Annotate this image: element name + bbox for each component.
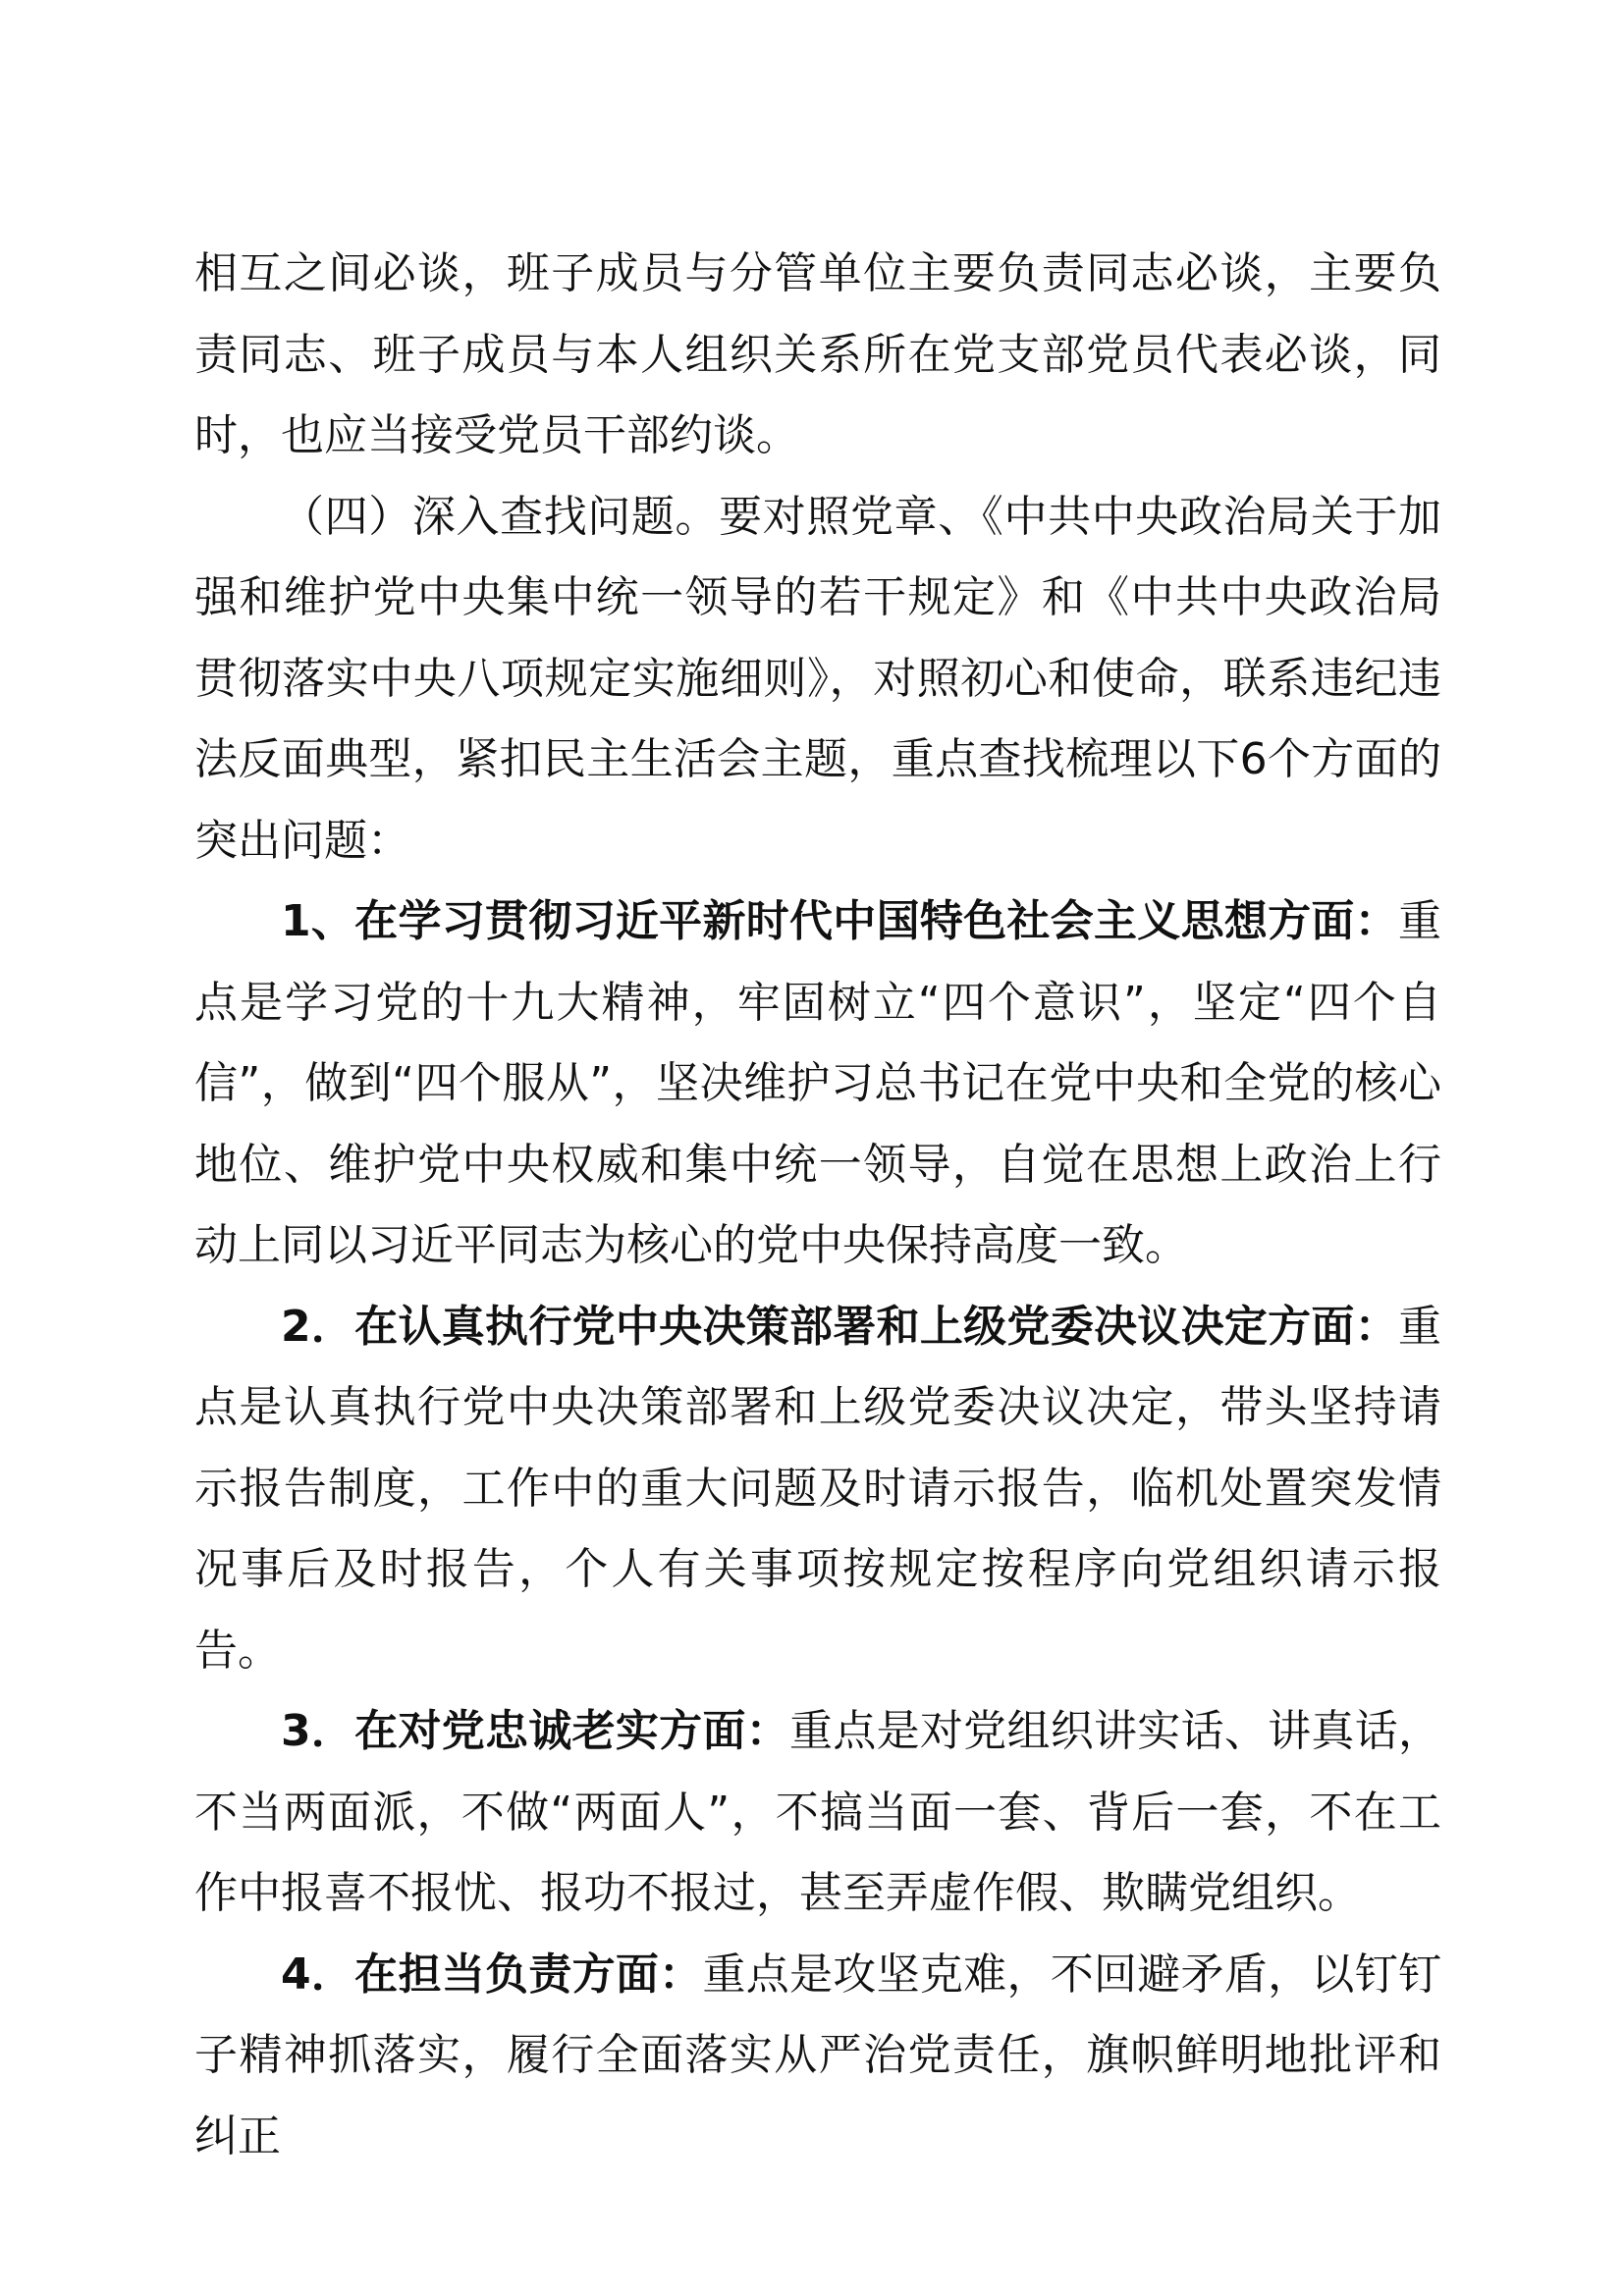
item-heading: 4．在担当负责方面： [281,1949,703,2000]
item-heading: 1、在学习贯彻习近平新时代中国特色社会主义思想方面： [281,896,1398,946]
paragraph-find-problems [194,477,1441,882]
document-page [194,234,1441,2177]
paragraph-text: 重点是认真执行党中央决策部署和上级党委决议决定，带头坚持请示报告制度，工作中的重大问题及时请示报告，临机处置突发情况事后及时报告，个人有关事项按规定按程序向党组织请示报告。 [194,1301,1441,1676]
item-heading: 3．在对党忠诚老实方面： [281,1706,790,1756]
paragraph-text: 重点是攻坚克难，不回避矛盾，以钉钉子精神抓落实，履行全面落实从严治党责任，旗帜鲜明地批评和纠正 [194,1949,1441,2162]
paragraph-talks-continuation [194,234,1441,477]
paragraph-text: 重点是学习党的十九大精神，牢固树立“四个意识”，坚定“四个自信”，做到“四个服从”，坚决维护习总书记在党中央和全党的核心地位、维护党中央权威和集中统一领导，自觉在思想上政治上行动上同以习近平同志为核心的党中央保持高度一致。 [194,896,1441,1270]
paragraph-text: 重点是对党组织讲实话、讲真话，不当两面派，不做“两面人”，不搞当面一套、背后一套，不在工作中报喜不报忧、报功不报过，甚至弄虚作假、欺瞒党组织。 [194,1706,1442,1918]
paragraph-text: （四）深入查找问题。要对照党章、《中共中央政治局关于加强和维护党中央集中统一领导的若干规定》和《中共中央政治局贯彻落实中央八项规定实施细则》，对照初心和使命，联系违纪违法反面典型，紧扣民主生活会主题，重点查找梳理以下6个方面的突出问题： [194,491,1441,866]
paragraph-text: 相互之间必谈，班子成员与分管单位主要负责同志必谈，主要负责同志、班子成员与本人组织关系所在党支部党员代表必谈，同时，也应当接受党员干部约谈。 [194,248,1441,460]
paragraph-item-1 [194,881,1441,1287]
paragraph-item-3 [194,1691,1441,1935]
paragraph-item-2 [194,1287,1441,1692]
paragraph-item-4 [194,1935,1441,2178]
item-heading: 2．在认真执行党中央决策部署和上级党委决议决定方面： [281,1301,1398,1352]
